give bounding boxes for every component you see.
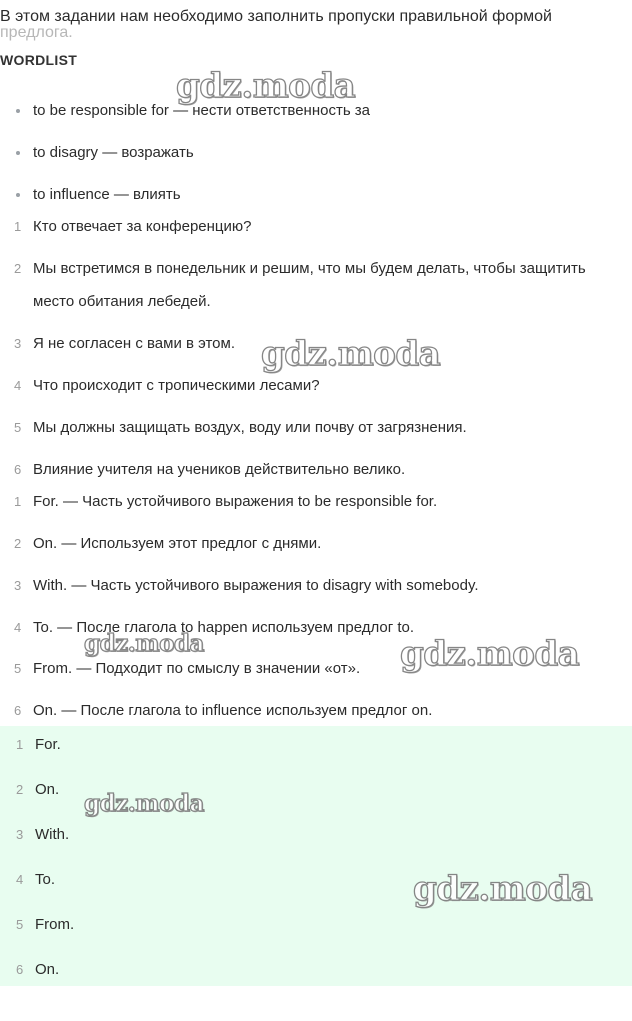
item-number: 5 [14,420,22,435]
wordlist-item-text: to disagry — возражать [33,144,194,161]
watermark-logo: gdz.moda [84,630,204,657]
sentence-text: Мы должны защищать воздух, воду или почву от загрязнения. [33,419,467,436]
answer-text: To. [35,871,56,888]
item-number: 5 [16,917,24,932]
answer-text: With. [35,826,70,843]
item-number: 6 [14,703,22,718]
item-number: 1 [14,219,22,234]
bullet-icon [16,193,20,197]
sentence-text: Влияние учителя на учеников действительно велико. [33,461,406,478]
item-number: 5 [14,661,22,676]
item-number: 6 [14,462,22,477]
explanation-text: On. — Используем этот предлог с днями. [33,535,322,552]
item-number: 2 [16,782,24,797]
item-number: 4 [14,378,22,393]
bullet-icon [16,109,20,113]
item-number: 4 [16,872,24,887]
bullet-icon [16,151,20,155]
watermark-logo: gdz.moda [84,790,204,817]
item-number: 2 [14,536,22,551]
explanation-text: On. — После глагола to influence используем предлог on. [33,702,433,719]
wordlist-item-text: to be responsible for — нести ответственность за [33,102,371,119]
sentence-text: Кто отвечает за конференцию? [33,218,252,235]
intro-text-continuation [0,24,150,44]
explanation-text: For. — Часть устойчивого выражения to be responsible for. [33,493,438,510]
item-number: 2 [14,261,22,276]
item-number: 1 [14,494,22,509]
item-number: 3 [14,578,22,593]
wordlist-heading: WORDLIST [0,52,78,68]
answer-text: For. [35,736,61,753]
explanation-text: To. — После глагола to happen используем предлог to. [33,619,415,636]
intro-text: В этом задании нам необходимо заполнить пропуски правильной формой [0,8,552,25]
watermark-logo: gdz.moda [400,634,580,674]
sentence-text: Я не согласен с вами в этом. [33,335,235,352]
answer-text: From. [35,916,75,933]
watermark-logo: gdz.moda [176,66,356,106]
explanation-text: From. — Подходит по смыслу в значении «от». [33,660,361,677]
sentence-text: Мы встретимся в понедельник и решим, что мы будем делать, чтобы защитить место обитания лебедей. [33,260,586,310]
item-number: 6 [16,962,24,977]
watermark-logo: gdz.moda [413,869,593,909]
answer-text: On. [35,961,60,978]
item-number: 3 [14,336,22,351]
watermark-logo: gdz.moda [261,334,441,374]
wordlist-item-text: to influence — влиять [33,186,181,203]
explanation-text: With. — Часть устойчивого выражения to disagry with somebody. [33,577,479,594]
item-number: 1 [16,737,24,752]
answer-text: On. [35,781,60,798]
sentence-text: Что происходит с тропическими лесами? [33,377,320,394]
answers-panel [0,726,632,986]
item-number: 3 [16,827,24,842]
item-number: 4 [14,620,22,635]
intro-continuation-text: предлога. [0,24,73,41]
